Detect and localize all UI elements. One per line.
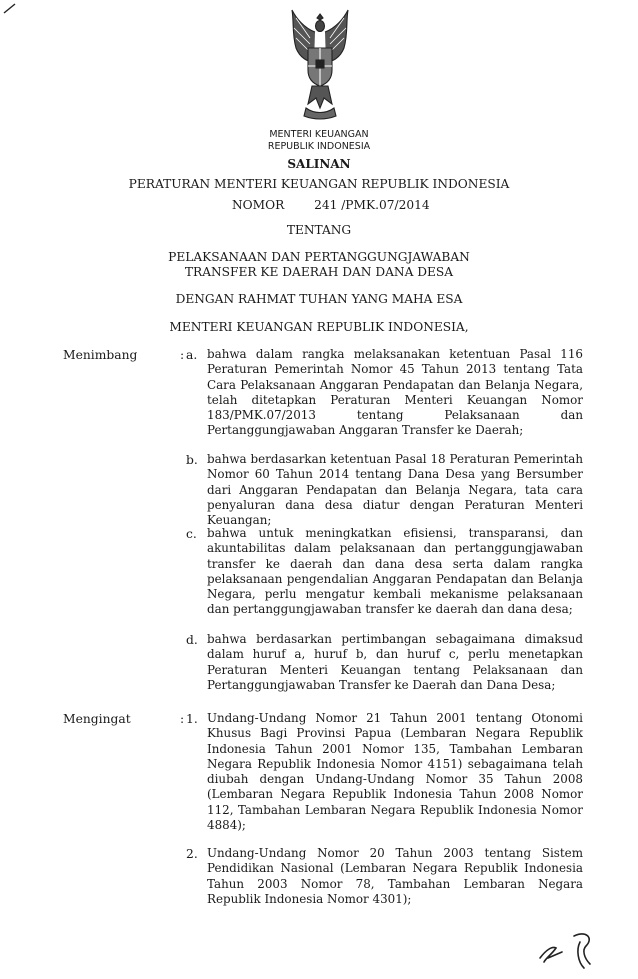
subject-line-2: TRANSFER KE DAERAH DAN DANA DESA xyxy=(184,265,454,279)
mengingat-item-2: Undang-Undang Nomor 20 Tahun 2003 tentang Sistem Pendidikan Nasional (Lembaran Negara Republik Indonesia Tahun 2003 Nomor 78, Tambahan Lembaran Negara Republik Indonesia Nomor 4301); xyxy=(207,846,583,906)
number-value: 241 /PMK.07/2014 xyxy=(314,198,430,212)
mengingat-marker-2: 2. xyxy=(186,847,198,861)
menimbang-label: Menimbang xyxy=(63,348,138,362)
handwritten-initials-icon xyxy=(536,928,606,972)
menimbang-colon: : xyxy=(180,348,185,362)
issuer: MENTERI KEUANGAN REPUBLIK INDONESIA, xyxy=(169,320,469,334)
regulation-number xyxy=(232,198,430,212)
ministry-header xyxy=(0,129,638,153)
scan-mark-icon xyxy=(3,2,17,14)
mengingat-item-1: Undang-Undang Nomor 21 Tahun 2001 tentang Otonomi Khusus Bagi Provinsi Papua (Lembaran Negara Republik Indonesia Tahun 2001 Nomor 135, Tambahan Lembaran Negara Republik Indonesia Nomor 4151) sebagaimana telah diubah dengan Undang-Undang Nomor 35 Tahun 2008 (Lembaran Negara Republik Indonesia Tahun 2008 Nomor 112, Tambahan Lembaran Negara Republik Indonesia Nomor 4884); xyxy=(207,711,583,833)
menimbang-item-b: bahwa berdasarkan ketentuan Pasal 18 Peraturan Pemerintah Nomor 60 Tahun 2014 tentang Dana Desa yang Bersumber dari Anggaran Pendapatan dan Belanja Negara, tata cara penyaluran dana desa diatur dengan Peraturan Menteri Keuangan; xyxy=(207,452,583,528)
menimbang-marker-d: d. xyxy=(186,633,198,647)
regulation-title: PERATURAN MENTERI KEUANGAN REPUBLIK INDONESIA xyxy=(128,177,510,191)
mengingat-marker-1: 1. xyxy=(186,712,198,726)
invocation: DENGAN RAHMAT TUHAN YANG MAHA ESA xyxy=(175,292,463,306)
number-label: NOMOR xyxy=(232,198,285,212)
mengingat-label: Mengingat xyxy=(63,712,131,726)
menimbang-item-d: bahwa berdasarkan pertimbangan sebagaimana dimaksud dalam huruf a, huruf b, dan huruf c, perlu menetapkan Peraturan Menteri Keuangan tentang Pelaksanaan dan Pertanggungjawaban Transfer ke Daerah dan Dana Desa; xyxy=(207,632,583,692)
menimbang-marker-b: b. xyxy=(186,453,198,467)
menimbang-item-a: bahwa dalam rangka melaksanakan ketentuan Pasal 116 Peraturan Pemerintah Nomor 45 Tahun 2013 tentang Tata Cara Pelaksanaan Anggaran Pendapatan dan Belanja Negara, telah ditetapkan Peraturan Menteri Keuangan Nomor 183/PMK.07/2013 tentang Pelaksanaan dan Pertanggungjawaban Anggaran Transfer ke Daerah; xyxy=(207,347,583,438)
ministry-line-2: REPUBLIK INDONESIA xyxy=(267,141,371,152)
ministry-line-1: MENTERI KEUANGAN xyxy=(269,129,369,140)
menimbang-marker-c: c. xyxy=(186,527,197,541)
about-label: TENTANG xyxy=(286,223,352,237)
copy-label: SALINAN xyxy=(287,157,351,171)
garuda-emblem-icon xyxy=(286,8,354,126)
mengingat-colon: : xyxy=(180,712,185,726)
subject-line-1: PELAKSANAAN DAN PERTANGGUNGJAWABAN xyxy=(168,250,470,264)
menimbang-marker-a: a. xyxy=(186,348,198,362)
menimbang-item-c: bahwa untuk meningkatkan efisiensi, transparansi, dan akuntabilitas dalam pelaksanaan dan pertanggungjawaban transfer ke daerah dan dana desa serta dalam rangka pelaksanaan pengendalian Anggaran Pendapatan dan Belanja Negara, perlu mengatur kembali mekanisme pelaksanaan dan pertanggungjawaban transfer ke daerah dan dana desa; xyxy=(207,526,583,617)
